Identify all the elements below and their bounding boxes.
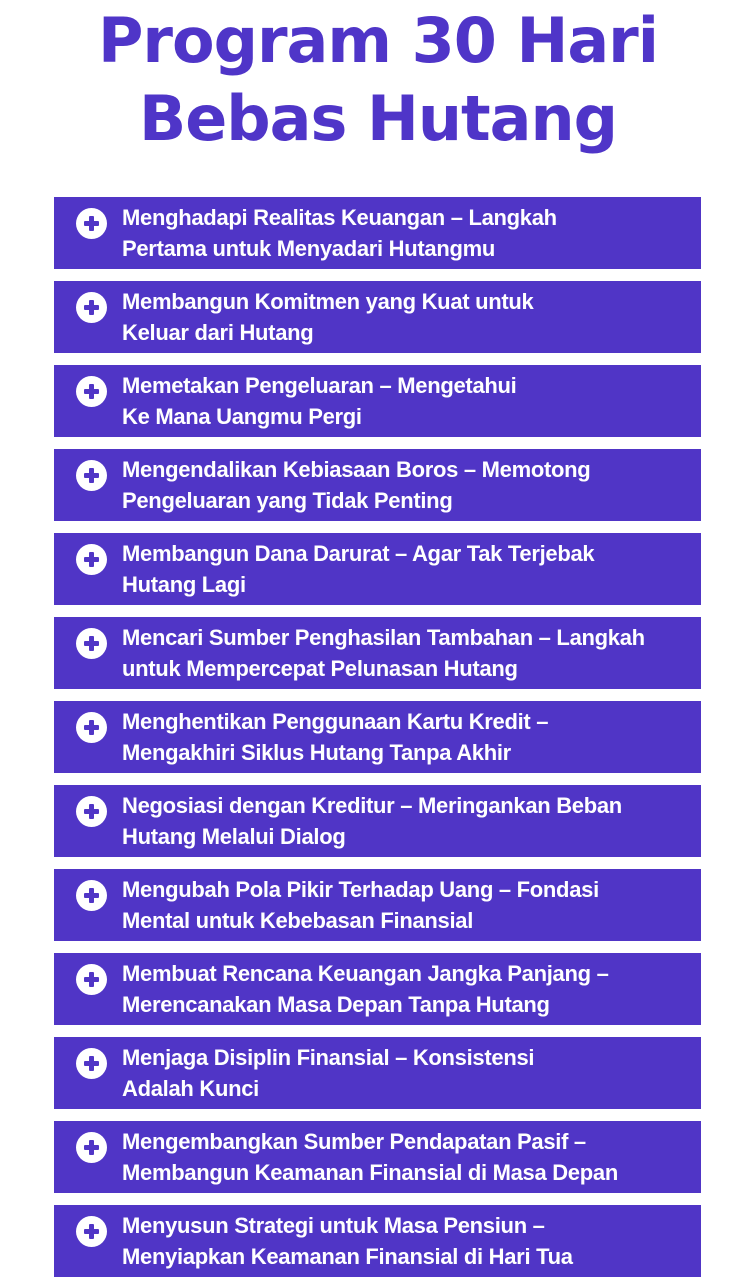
list-item-label bbox=[122, 1210, 573, 1272]
plus-circle-icon[interactable] bbox=[76, 880, 107, 911]
plus-circle-icon[interactable] bbox=[76, 208, 107, 239]
list-item-label-line-2: Mental untuk Kebebasan Finansial bbox=[122, 908, 474, 933]
plus-circle-icon[interactable] bbox=[76, 1216, 107, 1247]
plus-circle-icon[interactable] bbox=[76, 544, 107, 575]
list-item-label-line-1: Mengembangkan Sumber Pendapatan Pasif – bbox=[122, 1129, 586, 1154]
list-item-label bbox=[122, 454, 590, 516]
list-item-label-line-1: Memetakan Pengeluaran – Mengetahui bbox=[122, 373, 517, 398]
list-item-label-line-1: Mengubah Pola Pikir Terhadap Uang – Fondasi bbox=[122, 877, 599, 902]
list-item-13[interactable] bbox=[54, 1205, 701, 1277]
list-item-label-line-2: Keluar dari Hutang bbox=[122, 320, 314, 345]
list-item-label-line-1: Menjaga Disiplin Finansial – Konsistensi bbox=[122, 1045, 535, 1070]
page-title bbox=[0, 0, 756, 158]
list-item-7[interactable] bbox=[54, 701, 701, 773]
plus-circle-icon[interactable] bbox=[76, 292, 107, 323]
list-item-2[interactable] bbox=[54, 281, 701, 353]
list-item-4[interactable] bbox=[54, 449, 701, 521]
list-item-label bbox=[122, 622, 645, 684]
list-item-label-line-1: Menghentikan Penggunaan Kartu Kredit – bbox=[122, 709, 549, 734]
program-list bbox=[54, 197, 701, 1277]
list-item-label-line-1: Membangun Komitmen yang Kuat untuk bbox=[122, 289, 534, 314]
list-item-5[interactable] bbox=[54, 533, 701, 605]
list-item-3[interactable] bbox=[54, 365, 701, 437]
list-item-label bbox=[122, 286, 533, 348]
list-item-label bbox=[122, 706, 548, 768]
list-item-label bbox=[122, 202, 557, 264]
list-item-label-line-2: Menyiapkan Keamanan Finansial di Hari Tua bbox=[122, 1244, 573, 1269]
list-item-label-line-2: Mengakhiri Siklus Hutang Tanpa Akhir bbox=[122, 740, 511, 765]
list-item-label-line-2: Membangun Keamanan Finansial di Masa Depan bbox=[122, 1160, 618, 1185]
list-item-label-line-2: Merencanakan Masa Depan Tanpa Hutang bbox=[122, 992, 550, 1017]
plus-circle-icon[interactable] bbox=[76, 1048, 107, 1079]
list-item-label bbox=[122, 538, 594, 600]
list-item-label-line-1: Menghadapi Realitas Keuangan – Langkah bbox=[122, 205, 557, 230]
list-item-label-line-1: Mengendalikan Kebiasaan Boros – Memotong bbox=[122, 457, 591, 482]
list-item-label-line-2: Hutang Lagi bbox=[122, 572, 246, 597]
plus-circle-icon[interactable] bbox=[76, 964, 107, 995]
page-title-line-2: Bebas Hutang bbox=[138, 82, 618, 155]
list-item-9[interactable] bbox=[54, 869, 701, 941]
page-title-line-1: Program 30 Hari bbox=[97, 4, 658, 77]
list-item-label bbox=[122, 1126, 618, 1188]
list-item-10[interactable] bbox=[54, 953, 701, 1025]
list-item-label-line-2: untuk Mempercepat Pelunasan Hutang bbox=[122, 656, 518, 681]
plus-circle-icon[interactable] bbox=[76, 712, 107, 743]
list-item-label bbox=[122, 874, 599, 936]
plus-circle-icon[interactable] bbox=[76, 796, 107, 827]
list-item-label bbox=[122, 1042, 534, 1104]
plus-circle-icon[interactable] bbox=[76, 1132, 107, 1163]
list-item-label bbox=[122, 370, 516, 432]
list-item-label-line-2: Pengeluaran yang Tidak Penting bbox=[122, 488, 453, 513]
list-item-12[interactable] bbox=[54, 1121, 701, 1193]
list-item-label bbox=[122, 958, 609, 1020]
list-item-label-line-1: Menyusun Strategi untuk Masa Pensiun – bbox=[122, 1213, 545, 1238]
list-item-label-line-1: Membuat Rencana Keuangan Jangka Panjang – bbox=[122, 961, 609, 986]
list-item-6[interactable] bbox=[54, 617, 701, 689]
plus-circle-icon[interactable] bbox=[76, 376, 107, 407]
list-item-label-line-2: Hutang Melalui Dialog bbox=[122, 824, 346, 849]
list-item-label-line-2: Adalah Kunci bbox=[122, 1076, 259, 1101]
list-item-label-line-2: Pertama untuk Menyadari Hutangmu bbox=[122, 236, 496, 261]
plus-circle-icon[interactable] bbox=[76, 628, 107, 659]
list-item-label-line-1: Membangun Dana Darurat – Agar Tak Terjebak bbox=[122, 541, 595, 566]
list-item-8[interactable] bbox=[54, 785, 701, 857]
list-item-label-line-1: Mencari Sumber Penghasilan Tambahan – Langkah bbox=[122, 625, 645, 650]
list-item-label bbox=[122, 790, 622, 852]
plus-circle-icon[interactable] bbox=[76, 460, 107, 491]
list-item-label-line-2: Ke Mana Uangmu Pergi bbox=[122, 404, 362, 429]
list-item-1[interactable] bbox=[54, 197, 701, 269]
list-item-11[interactable] bbox=[54, 1037, 701, 1109]
list-item-label-line-1: Negosiasi dengan Kreditur – Meringankan Beban bbox=[122, 793, 622, 818]
